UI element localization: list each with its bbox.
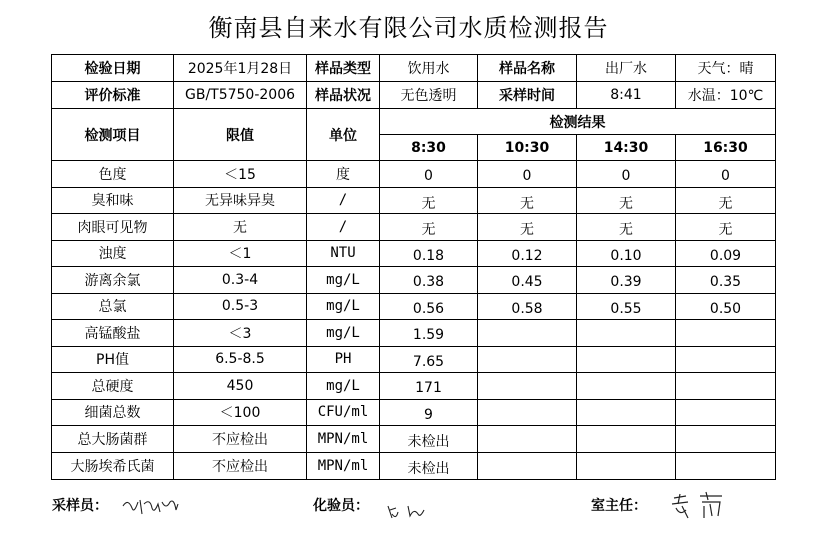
result-value	[577, 346, 676, 373]
result-value: 未检出	[380, 452, 478, 479]
result-value: 0.35	[676, 267, 776, 294]
limit-value: ＜1	[174, 240, 307, 267]
result-value: 9	[380, 399, 478, 426]
item-name: 臭和味	[52, 187, 174, 214]
director-label: 室主任：	[591, 498, 647, 514]
result-value: 无	[380, 214, 478, 241]
table-row	[52, 346, 776, 373]
result-value: 0	[380, 161, 478, 188]
header-results: 检测结果	[380, 109, 776, 135]
limit-value: ＜15	[174, 161, 307, 188]
result-value: 未检出	[380, 426, 478, 453]
header-time: 8:30	[380, 135, 478, 161]
table-row	[52, 452, 776, 479]
sample-name-label: 样品名称	[478, 55, 577, 82]
date-value: 2025年1月28日	[174, 55, 307, 82]
limit-value: ＜3	[174, 320, 307, 347]
sample-condition-label: 样品状况	[307, 82, 380, 109]
result-value: 0	[676, 161, 776, 188]
header-time: 14:30	[577, 135, 676, 161]
unit-value: /	[307, 187, 380, 214]
table-row	[52, 187, 776, 214]
result-value	[577, 426, 676, 453]
limit-value: 6.5-8.5	[174, 346, 307, 373]
result-value: 0.38	[380, 267, 478, 294]
result-value: 0	[577, 161, 676, 188]
result-value	[478, 320, 577, 347]
result-value: 0.09	[676, 240, 776, 267]
header-unit: 单位	[307, 109, 380, 161]
unit-value: mg/L	[307, 320, 380, 347]
result-value: 171	[380, 373, 478, 400]
sampling-time-label: 采样时间	[478, 82, 577, 109]
result-value: 0.39	[577, 267, 676, 294]
header-item: 检测项目	[52, 109, 174, 161]
result-value: 0.58	[478, 293, 577, 320]
table-row	[52, 399, 776, 426]
item-name: 浊度	[52, 240, 174, 267]
water-temp-value: 水温：10℃	[676, 82, 776, 109]
result-value: 0.50	[676, 293, 776, 320]
table-row	[52, 373, 776, 400]
header-time: 10:30	[478, 135, 577, 161]
unit-value: mg/L	[307, 267, 380, 294]
table-row	[52, 267, 776, 294]
table-row	[52, 240, 776, 267]
item-name: 总氯	[52, 293, 174, 320]
weather-value: 天气：晴	[676, 55, 776, 82]
unit-value: 度	[307, 161, 380, 188]
item-name: 色度	[52, 161, 174, 188]
result-value: 0.10	[577, 240, 676, 267]
sample-type-label: 样品类型	[307, 55, 380, 82]
result-value	[478, 346, 577, 373]
item-name: 游离余氯	[52, 267, 174, 294]
result-value: 0.18	[380, 240, 478, 267]
table-row	[52, 293, 776, 320]
result-value: 0.12	[478, 240, 577, 267]
item-name: 总硬度	[52, 373, 174, 400]
inspector-signature	[384, 500, 434, 524]
result-value: 0	[478, 161, 577, 188]
info-row-standard	[52, 82, 776, 109]
unit-value: MPN/ml	[307, 426, 380, 453]
result-value: 无	[577, 187, 676, 214]
water-quality-table	[51, 54, 776, 480]
limit-value: 0.3-4	[174, 267, 307, 294]
header-time: 16:30	[676, 135, 776, 161]
result-value	[478, 452, 577, 479]
unit-value: mg/L	[307, 373, 380, 400]
table-row	[52, 426, 776, 453]
limit-value: ＜100	[174, 399, 307, 426]
result-value: 0.55	[577, 293, 676, 320]
table-row	[52, 320, 776, 347]
result-value	[676, 320, 776, 347]
result-value	[676, 373, 776, 400]
result-value	[478, 399, 577, 426]
standard-label: 评价标准	[52, 82, 174, 109]
item-name: 高锰酸盐	[52, 320, 174, 347]
unit-value: PH	[307, 346, 380, 373]
inspector-label: 化验员：	[313, 498, 369, 514]
result-value	[676, 452, 776, 479]
result-value	[676, 399, 776, 426]
result-value	[577, 320, 676, 347]
limit-value: 无异味异臭	[174, 187, 307, 214]
limit-value: 不应检出	[174, 452, 307, 479]
result-value: 无	[676, 187, 776, 214]
unit-value: CFU/ml	[307, 399, 380, 426]
limit-value: 不应检出	[174, 426, 307, 453]
sampling-time-value: 8:41	[577, 82, 676, 109]
result-value: 1.59	[380, 320, 478, 347]
date-label: 检验日期	[52, 55, 174, 82]
result-value	[577, 373, 676, 400]
result-value	[577, 399, 676, 426]
report-title: 衡南县自来水有限公司水质检测报告	[208, 14, 609, 42]
result-value	[676, 346, 776, 373]
sample-type-value: 饮用水	[380, 55, 478, 82]
data-rows	[52, 161, 776, 480]
result-value	[478, 373, 577, 400]
header-row-top	[52, 109, 776, 135]
limit-value: 450	[174, 373, 307, 400]
limit-value: 0.5-3	[174, 293, 307, 320]
result-value: 无	[478, 187, 577, 214]
sample-name-value: 出厂水	[577, 55, 676, 82]
item-name: 细菌总数	[52, 399, 174, 426]
director-signature	[668, 490, 728, 522]
unit-value: mg/L	[307, 293, 380, 320]
limit-value: 无	[174, 214, 307, 241]
item-name: 大肠埃希氏菌	[52, 452, 174, 479]
result-value: 无	[380, 187, 478, 214]
item-name: PH值	[52, 346, 174, 373]
table-row	[52, 214, 776, 241]
result-value	[577, 452, 676, 479]
result-value: 无	[676, 214, 776, 241]
result-value	[478, 426, 577, 453]
result-value	[676, 426, 776, 453]
standard-value: GB/T5750-2006	[174, 82, 307, 109]
result-value: 无	[577, 214, 676, 241]
unit-value: MPN/ml	[307, 452, 380, 479]
item-name: 总大肠菌群	[52, 426, 174, 453]
sampler-label: 采样员：	[52, 498, 108, 514]
unit-value: NTU	[307, 240, 380, 267]
unit-value: /	[307, 214, 380, 241]
result-value: 7.65	[380, 346, 478, 373]
item-name: 肉眼可见物	[52, 214, 174, 241]
sample-condition-value: 无色透明	[380, 82, 478, 109]
header-limit: 限值	[174, 109, 307, 161]
table-row	[52, 161, 776, 188]
result-value: 0.45	[478, 267, 577, 294]
sampler-signature	[120, 494, 182, 520]
info-row-date	[52, 55, 776, 82]
result-value: 无	[478, 214, 577, 241]
result-value: 0.56	[380, 293, 478, 320]
